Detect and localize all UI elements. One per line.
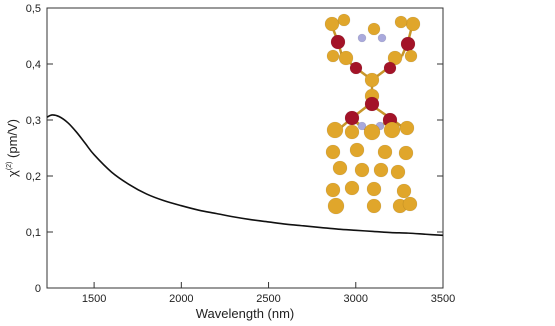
x-tick-label: 1500: [81, 293, 107, 305]
x-axis-label: Wavelength (nm): [195, 306, 295, 321]
gold-atom: [367, 199, 381, 213]
red-atom: [384, 62, 396, 74]
y-tick-label: 0,3: [25, 115, 41, 127]
lavender-atom: [358, 34, 366, 42]
gold-atom: [397, 184, 411, 198]
molecule-inset: [325, 14, 420, 214]
y-axis-label-unit: (pm/V): [5, 118, 20, 158]
gold-atom: [391, 165, 405, 179]
gold-atom: [339, 51, 353, 65]
gold-atom: [406, 17, 420, 31]
x-tick-label: 2500: [256, 293, 281, 305]
x-tick-label: 2000: [169, 293, 194, 305]
gold-atom: [326, 183, 340, 197]
gold-atom: [328, 198, 344, 214]
gold-atom: [364, 124, 380, 140]
y-axis-label: [5, 119, 20, 177]
red-atom: [350, 62, 362, 74]
gold-atom: [374, 163, 388, 177]
x-tick-label: 3000: [343, 293, 369, 305]
gold-atom: [326, 145, 340, 159]
gold-atom: [403, 197, 417, 211]
gold-atom: [327, 122, 343, 138]
y-tick-label: 0,1: [25, 227, 41, 239]
gold-atom: [405, 50, 417, 62]
gold-atom: [395, 16, 407, 28]
y-tick-label: 0: [34, 283, 41, 295]
gold-atom: [400, 121, 414, 135]
y-tick-label: 0,4: [25, 59, 41, 71]
gold-atom: [350, 143, 364, 157]
gold-atom: [384, 122, 400, 138]
gold-atom: [378, 145, 392, 159]
red-atom: [365, 97, 379, 111]
gold-atom: [365, 73, 379, 87]
red-atom: [345, 111, 359, 125]
gold-atom: [338, 14, 350, 26]
red-atom: [401, 37, 415, 51]
gold-atom: [333, 161, 347, 175]
gold-atom: [355, 163, 369, 177]
svg-text:χ(2) (pm/V): [5, 119, 20, 177]
y-tick-label: 0,2: [25, 171, 41, 183]
gold-atom: [345, 181, 359, 195]
gold-atom: [345, 125, 359, 139]
gold-atom: [367, 182, 381, 196]
x-tick-label: 3500: [430, 293, 456, 305]
lavender-atom: [378, 34, 386, 42]
y-axis-label-superscript: (2): [6, 161, 13, 171]
y-tick-label: 0,5: [25, 3, 41, 15]
gold-atom: [368, 23, 380, 35]
gold-atom: [327, 50, 339, 62]
red-atom: [331, 35, 345, 49]
y-axis-label-symbol: χ: [5, 170, 20, 178]
gold-atom: [325, 17, 339, 31]
gold-atom: [399, 146, 413, 160]
